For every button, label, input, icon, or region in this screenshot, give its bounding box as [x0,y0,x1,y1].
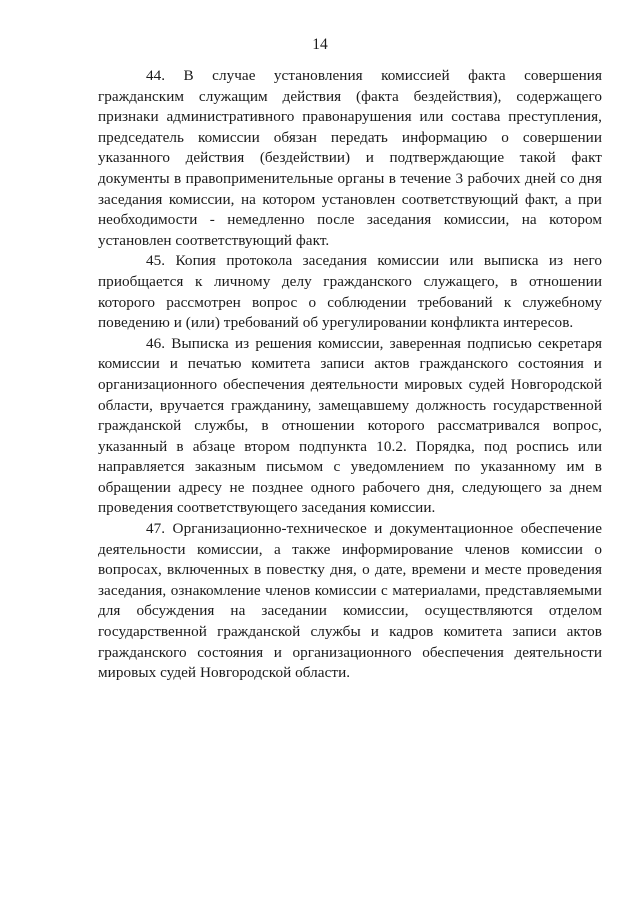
paragraph-44: 44. В случае установления комиссией факта совершения гражданским служащим действия (факта бездействия), содержащего признаки административного правонарушения или состава преступления, председатель комиссии обязан передать информацию о совершении указанного действия (бездействии) и подтверждающие такой факт документы в правоприменительные органы в течение 3 рабочих дней со дня заседания комиссии, на котором установлен соответствующий факт, а при необходимости - немедленно после заседания комиссии, на котором установлен соответствующий факт. [98,67,602,249]
paragraph-45: 45. Копия протокола заседания комиссии или выписка из него приобщается к личному делу гражданского служащего, в отношении которого рассмотрен вопрос о соблюдении требований к служебному поведению и (или) требований об урегулировании конфликта интересов. [98,252,602,332]
document-body [98,66,602,684]
paragraph-46: 46. Выписка из решения комиссии, заверенная подписью секретаря комиссии и печатью комитета записи актов гражданского состояния и организационного обеспечения деятельности мировых судей Новгородской области, вручается гражданину, замещавшему должность государственной гражданской службы, в отношении которого рассматривался вопрос, указанный в абзаце втором подпункта 10.2. Порядка, под роспись или направляется заказным письмом с уведомлением по указанному им в обращении адресу не позднее одного рабочего дня, следующего за днем проведения соответствующего заседания комиссии. [98,334,602,517]
page-number: 14 [312,36,328,53]
paragraph-47: 47. Организационно-техническое и документационное обеспечение деятельности комиссии, а также информирование членов комиссии о вопросах, включенных в повестку дня, о дате, времени и месте проведения заседания, ознакомление членов комиссии с материалами, представляемыми для обсуждения на заседании комиссии, осуществляются отделом государственной гражданской службы и кадров комитета записи актов гражданского состояния и организационного обеспечения деятельности мировых судей Новгородской области. [98,520,602,682]
